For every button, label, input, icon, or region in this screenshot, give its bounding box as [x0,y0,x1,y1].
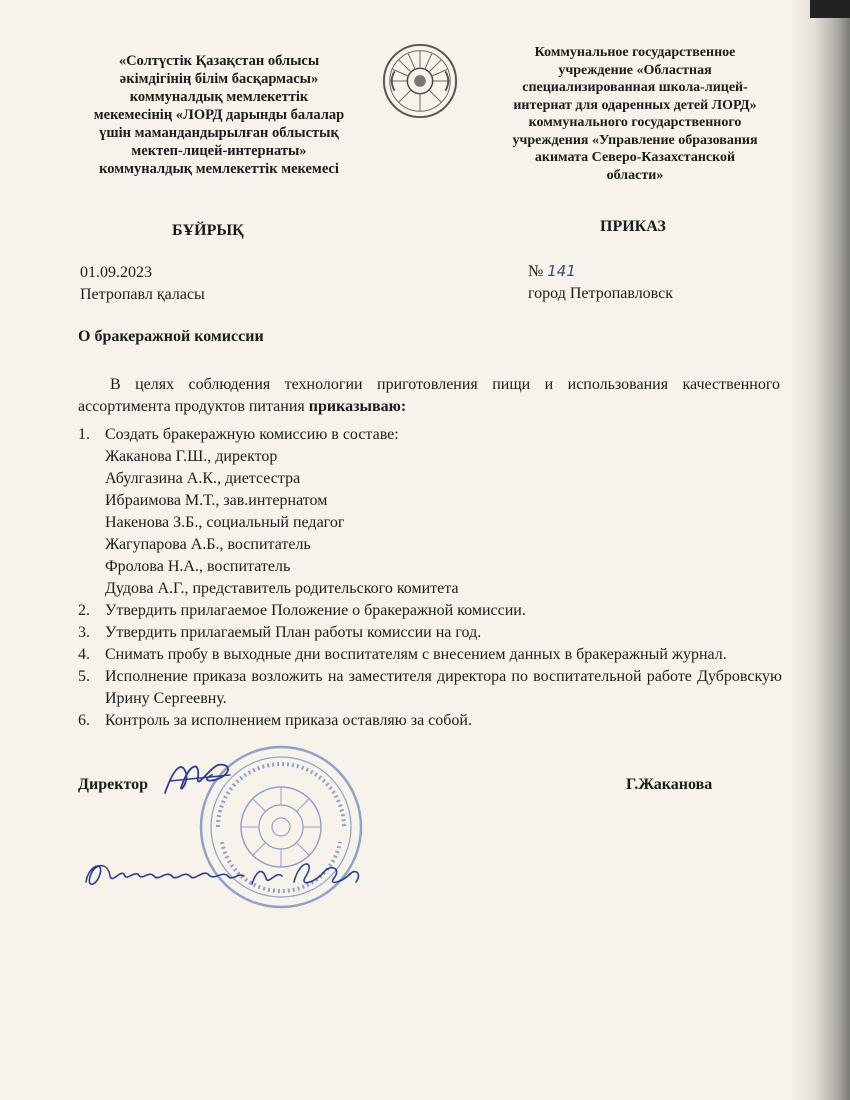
order-item [78,644,782,666]
commission-member: Дудова А.Г., представитель родительского комитета [105,580,459,597]
header-ru-line: специализированная школа-лицей- [522,80,748,95]
doc-preamble [78,374,780,418]
header-kz-line: үшін мамандандырылған облыстық [99,125,339,141]
doc-city-ru: город Петропавловск [528,285,674,302]
director-title: Директор [78,776,148,793]
director-name: Г.Жаканова [626,776,713,793]
number-label: № [528,263,544,280]
header-kazakh [60,52,378,178]
doc-subject: О бракеражной комиссии [78,328,264,345]
state-emblem-icon [381,42,459,120]
header-kz-line: мекемесінің «ЛОРД дарынды балалар [93,107,345,123]
header-kz-line: «Солтүстік Қазақстан облысы [118,53,320,69]
item-text: Создать бракеражную комиссию в составе: [105,426,399,443]
doc-number-block [528,260,673,305]
order-item [78,600,782,622]
header-kz-line: әкімдігінің білім басқармасы» [119,71,319,87]
item-number: 5. [78,668,90,685]
item-number: 1. [78,426,90,443]
header-ru-line: области» [606,167,664,183]
header-ru-line: учреждение «Областная [558,62,712,78]
header-ru-line: учреждения «Управление образования [512,132,758,148]
header-russian [480,44,790,184]
item-text: Снимать пробу в выходные дни воспитателям с внесением данных в бракеражный журнал. [105,646,727,663]
acknowledgment-signature [80,852,370,904]
order-item [78,666,782,710]
header-ru-line: коммунального государственного [528,115,742,130]
header-ru-line: акимата Северо-Казахстанской [534,150,736,165]
item-number: 6. [78,712,90,729]
commission-member: Фролова Н.А., воспитатель [105,558,291,575]
header-ru-line: интернат для одаренных детей ЛОРД» [513,97,757,113]
commission-member: Абулгазина А.К., диетсестра [105,470,301,487]
item-text: Контроль за исполнением приказа оставляю за собой. [105,712,472,729]
order-items [78,424,788,732]
doc-date-block [80,262,205,306]
commission-member: Жагупарова А.Б., воспитатель [105,536,311,553]
preamble-text: В целях соблюдения технологии приготовления пищи и использования качественного ассортимента продуктов питания [78,376,780,415]
scan-shadow-edge [790,0,850,1100]
header-ru-line: Коммунальное государственное [534,45,736,60]
header-kz-line: мектеп-лицей-интернаты» [131,143,307,159]
doc-city-kz: Петропавл қаласы [80,286,205,303]
item-number: 2. [78,602,90,619]
item-number: 4. [78,646,90,663]
header-kz-line: коммуналдық мемлекеттік [129,89,309,105]
header-kz-line: коммуналдық мемлекеттік мекемесі [99,161,339,177]
commission-member: Накенова З.Б., социальный педагог [105,514,345,531]
doc-title-ru: ПРИКАЗ [600,218,666,235]
order-number: 141 [547,262,576,280]
doc-date: 01.09.2023 [80,264,152,281]
order-item [78,710,782,732]
order-item [78,424,782,446]
commission-member: Жаканова Г.Ш., директор [105,448,278,465]
doc-title-kz: БҰЙРЫҚ [172,222,244,239]
order-item [78,622,782,644]
item-text: Исполнение приказа возложить на заместителя директора по воспитательной работе Дубровскую Ирину Сергеевну. [105,668,782,707]
scan-corner-mark [810,0,850,18]
item-text: Утвердить прилагаемый План работы комиссии на год. [105,624,482,641]
item-number: 3. [78,624,90,641]
item-text: Утвердить прилагаемое Положение о бракеражной комиссии. [105,602,526,619]
preamble-command: приказываю: [308,398,407,415]
commission-member: Ибраимова М.Т., зав.интернатом [105,492,328,509]
director-signature [160,755,240,805]
